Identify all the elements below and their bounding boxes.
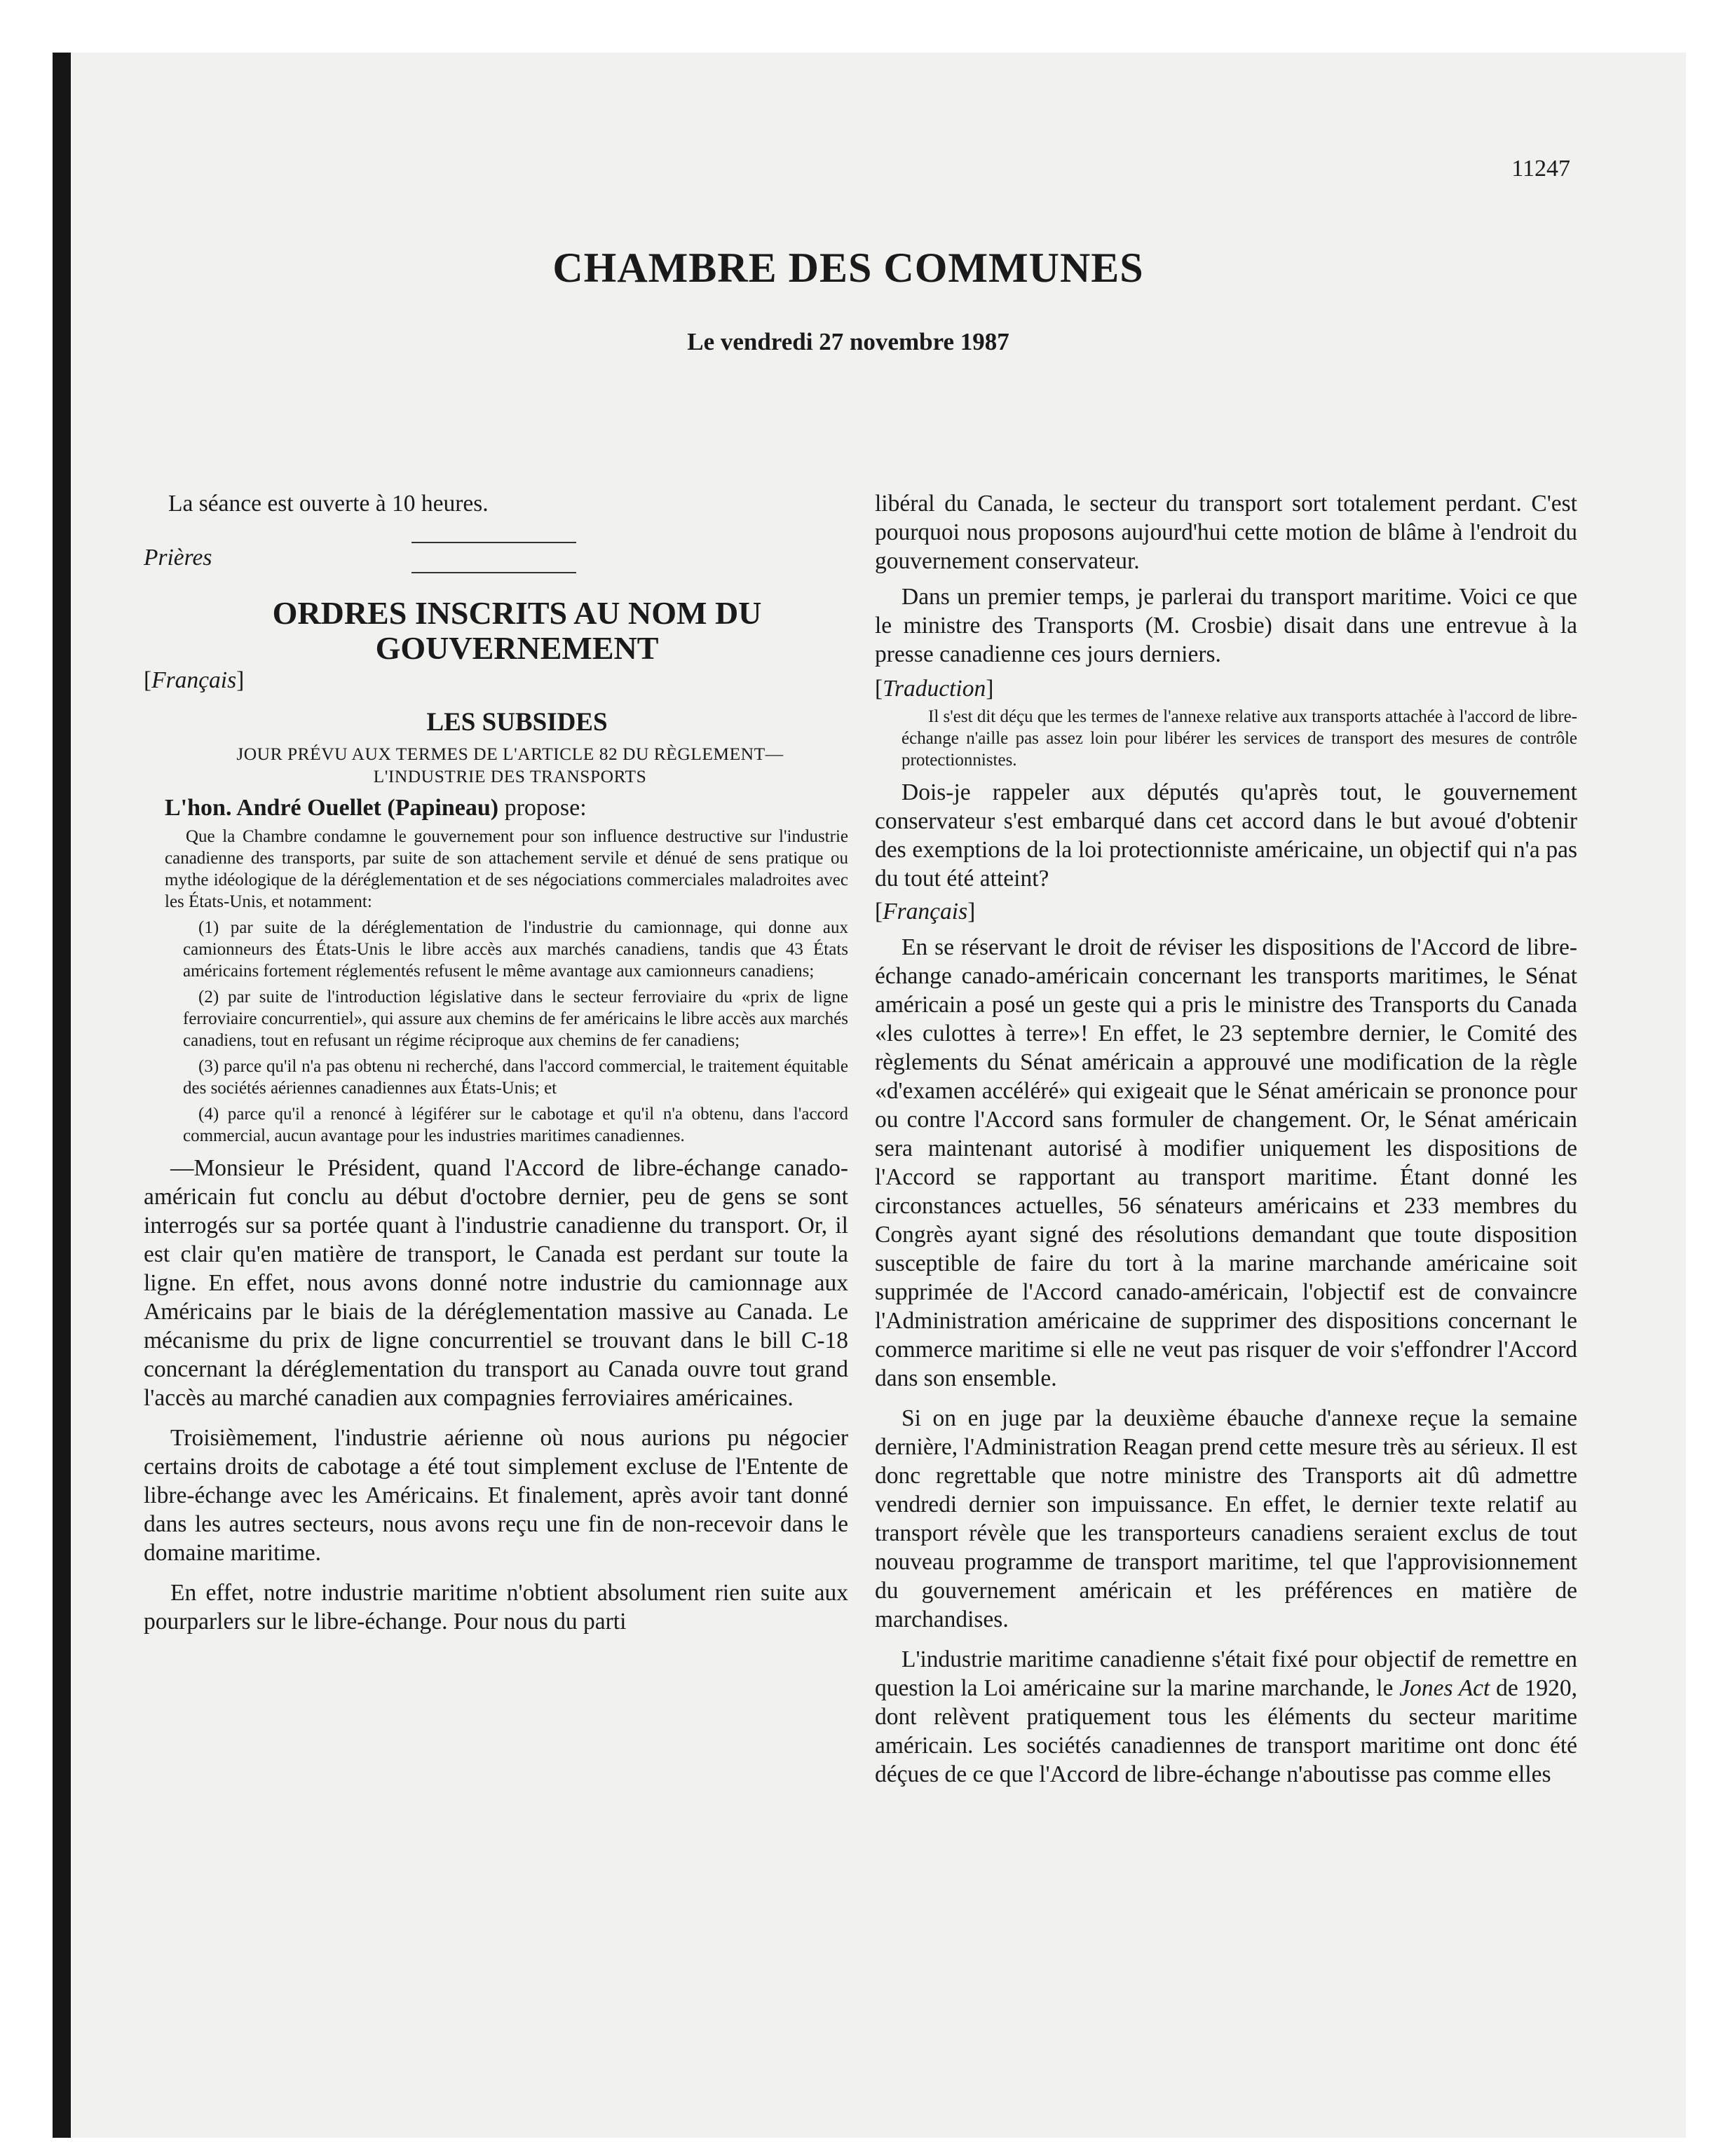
motion-item: (4) parce qu'il a renoncé à légiférer sur le cabotage et qu'il n'a obtenu, dans l'accord commercial, aucun avantage pour les industries maritimes canadiennes.	[183, 1105, 848, 1145]
paragraph: Troisièmement, l'industrie aérienne où nous aurions pu négocier certains droits de cabotage a été tout simplement excluse de l'Entente de libre-échange avec les Américains. Et finalement, après avoir tant donné dans les autres secteurs, nous avons reçu une fin de non-recevoir dans le domaine maritime.	[144, 1425, 848, 1566]
quoted-statement: Il s'est dit déçu que les termes de l'annexe relative aux transports attachée à l'accord de libre-échange n'aille pas assez loin pour libérer les services de transport des mesures de contrôle protectionnistes.	[901, 707, 1577, 770]
paragraph: Dois-je rappeler aux députés qu'après tout, le gouvernement conservateur s'est embarqué dans cet accord dans le but avoué d'obtenir des exemptions de la loi protectionniste américaine, un objectif qui n'a pas du tout été atteint?	[875, 779, 1577, 892]
paragraph: libéral du Canada, le secteur du transport sort totalement perdant. C'est pourquoi nous proposons aujourd'hui cette motion de blâme à l'endroit du gouvernement conservateur.	[875, 491, 1577, 574]
section-heading-orders: ORDRES INSCRITS AU NOM DU GOUVERNEMENT	[272, 595, 762, 666]
language-tag: [Français]	[875, 899, 976, 925]
motion-intro: Que la Chambre condamne le gouvernement pour son influence destructive sur l'industrie canadienne des transports, par suite de son attachement servile et dénué de sens pratique ou mythe idéologique de la déréglementation et de ses négociations commerciales maladroites avec les États-Unis, et notamment:	[165, 827, 848, 911]
language-tag: [Français]	[144, 667, 245, 693]
mover-line	[165, 795, 848, 821]
divider-rule	[411, 572, 576, 573]
mover-verb: propose:	[504, 795, 587, 821]
prayers-label: Prières	[144, 545, 212, 571]
motion-item: (1) par suite de la déréglementation de l'industrie du camionnage, qui donne aux camionneurs des États-Unis le libre accès aux marchés canadiens, tandis que 43 États américains fortement réglementés refusent le même avantage aux camionneurs canadiens;	[183, 918, 848, 981]
motion-item: (3) parce qu'il n'a pas obtenu ni recherché, dans l'accord commercial, le traitement équitable des sociétés aériennes canadiennes aux États-Unis; et	[183, 1057, 848, 1098]
section-heading-subsides: LES SUBSIDES	[426, 708, 608, 737]
subheading-line-2: L'INDUSTRIE DES TRANSPORTS	[373, 766, 647, 786]
paragraph: En effet, notre industrie maritime n'obtient absolument rien suite aux pourparlers sur le libre-échange. Pour nous du parti	[144, 1580, 848, 1635]
left-column	[144, 489, 848, 1636]
subheading-line-1: JOUR PRÉVU AUX TERMES DE L'ARTICLE 82 DU RÈGLEMENT—	[236, 744, 784, 764]
paragraph: —Monsieur le Président, quand l'Accord de libre-échange canado-américain fut conclu au début d'octobre dernier, peu de gens se sont interrogés sur sa portée quant à l'industrie canadienne du transport. Or, il est clair qu'en matière de transport, le Canada est perdant sur toute la ligne. En effet, nous avons donné notre industrie du camionnage aux Américains par le biais de la déréglementation massive au Canada. Le mécanisme du prix de ligne concurrentiel se trouvant dans le bill C-18 concernant la déréglementation du transport au Canada ouvre tout grand l'accès au marché canadien aux compagnies ferroviaires américaines.	[144, 1155, 848, 1411]
motion-item: (2) par suite de l'introduction législative dans le secteur ferroviaire du «prix de ligne ferroviaire concurrentiel», qui assure aux chemins de fer américains le libre accès aux marchés canadiens, tout en refusant un régime réciproque aux chemins de fer canadiens;	[183, 988, 848, 1050]
paragraph: Si on en juge par la deuxième ébauche d'annexe reçue la semaine dernière, l'Administration Reagan prend cette mesure très au sérieux. Il est donc regrettable que notre ministre des Transports ait dû admettre vendredi dernier son impuissance. En effet, le dernier texte relatif au transport révèle que les transporteurs canadiens seraient exclus de tout nouveau programme de transport maritime, tel que l'approvisionnement du gouvernement américain et les préférences en matière de marchandises.	[875, 1405, 1577, 1632]
act-title: Jones Act	[1399, 1675, 1490, 1701]
language-tag: [Traduction]	[875, 676, 994, 702]
right-column	[875, 489, 1577, 1789]
opening-line: La séance est ouverte à 10 heures.	[168, 491, 489, 517]
paragraph: En se réservant le droit de réviser les dispositions de l'Accord de libre-échange canado-américain concernant les transports maritimes, le Sénat américain a posé un geste qui a pris le ministre des Transports du Canada «les culottes à terre»! En effet, le 23 septembre dernier, le Comité des règlements du Sénat américain a approuvé une modification de la règle «d'examen accéléré» qui exigeait que le Sénat américain se prononce pour ou contre l'Accord sans formuler de changement. Or, le Sénat américain sera maintenant autorisé à modifier uniquement les dispositions de l'Accord se rapportant au transport maritime. Étant donné les circonstances actuelles, 56 sénateurs américains et 233 membres du Congrès ayant signé des résolutions demandant que toute disposition susceptible de faire du tort à la marine marchande américaine soit supprimée de l'Accord canado-américain, l'objectif est de convaincre l'Administration américaine de supprimer des dispositions concernant le commerce maritime si elle ne veut pas risquer de voir s'effondrer l'Accord dans son ensemble.	[875, 934, 1577, 1391]
page-title: CHAMBRE DES COMMUNES	[552, 245, 1144, 291]
motion-text	[144, 826, 848, 1147]
sitting-date: Le vendredi 27 novembre 1987	[687, 328, 1009, 355]
page-number: 11247	[1511, 156, 1570, 182]
mover-name: L'hon. André Ouellet (Papineau)	[165, 795, 499, 821]
paragraph: L'industrie maritime canadienne s'était fixé pour objectif de remettre en question la Loi américaine sur la marine marchande, le Jones Act de 1920, dont relèvent pratiquement tous les éléments du secteur maritime américain. Les sociétés canadiennes de transport maritime ont donc été déçues de ce que l'Accord de libre-échange n'aboutisse pas comme elles	[875, 1646, 1577, 1787]
scan-edge-bar	[53, 53, 71, 2138]
paragraph: Dans un premier temps, je parlerai du transport maritime. Voici ce que le ministre des Transports (M. Crosbie) disait dans une entrevue à la presse canadienne ces jours derniers.	[875, 584, 1577, 667]
